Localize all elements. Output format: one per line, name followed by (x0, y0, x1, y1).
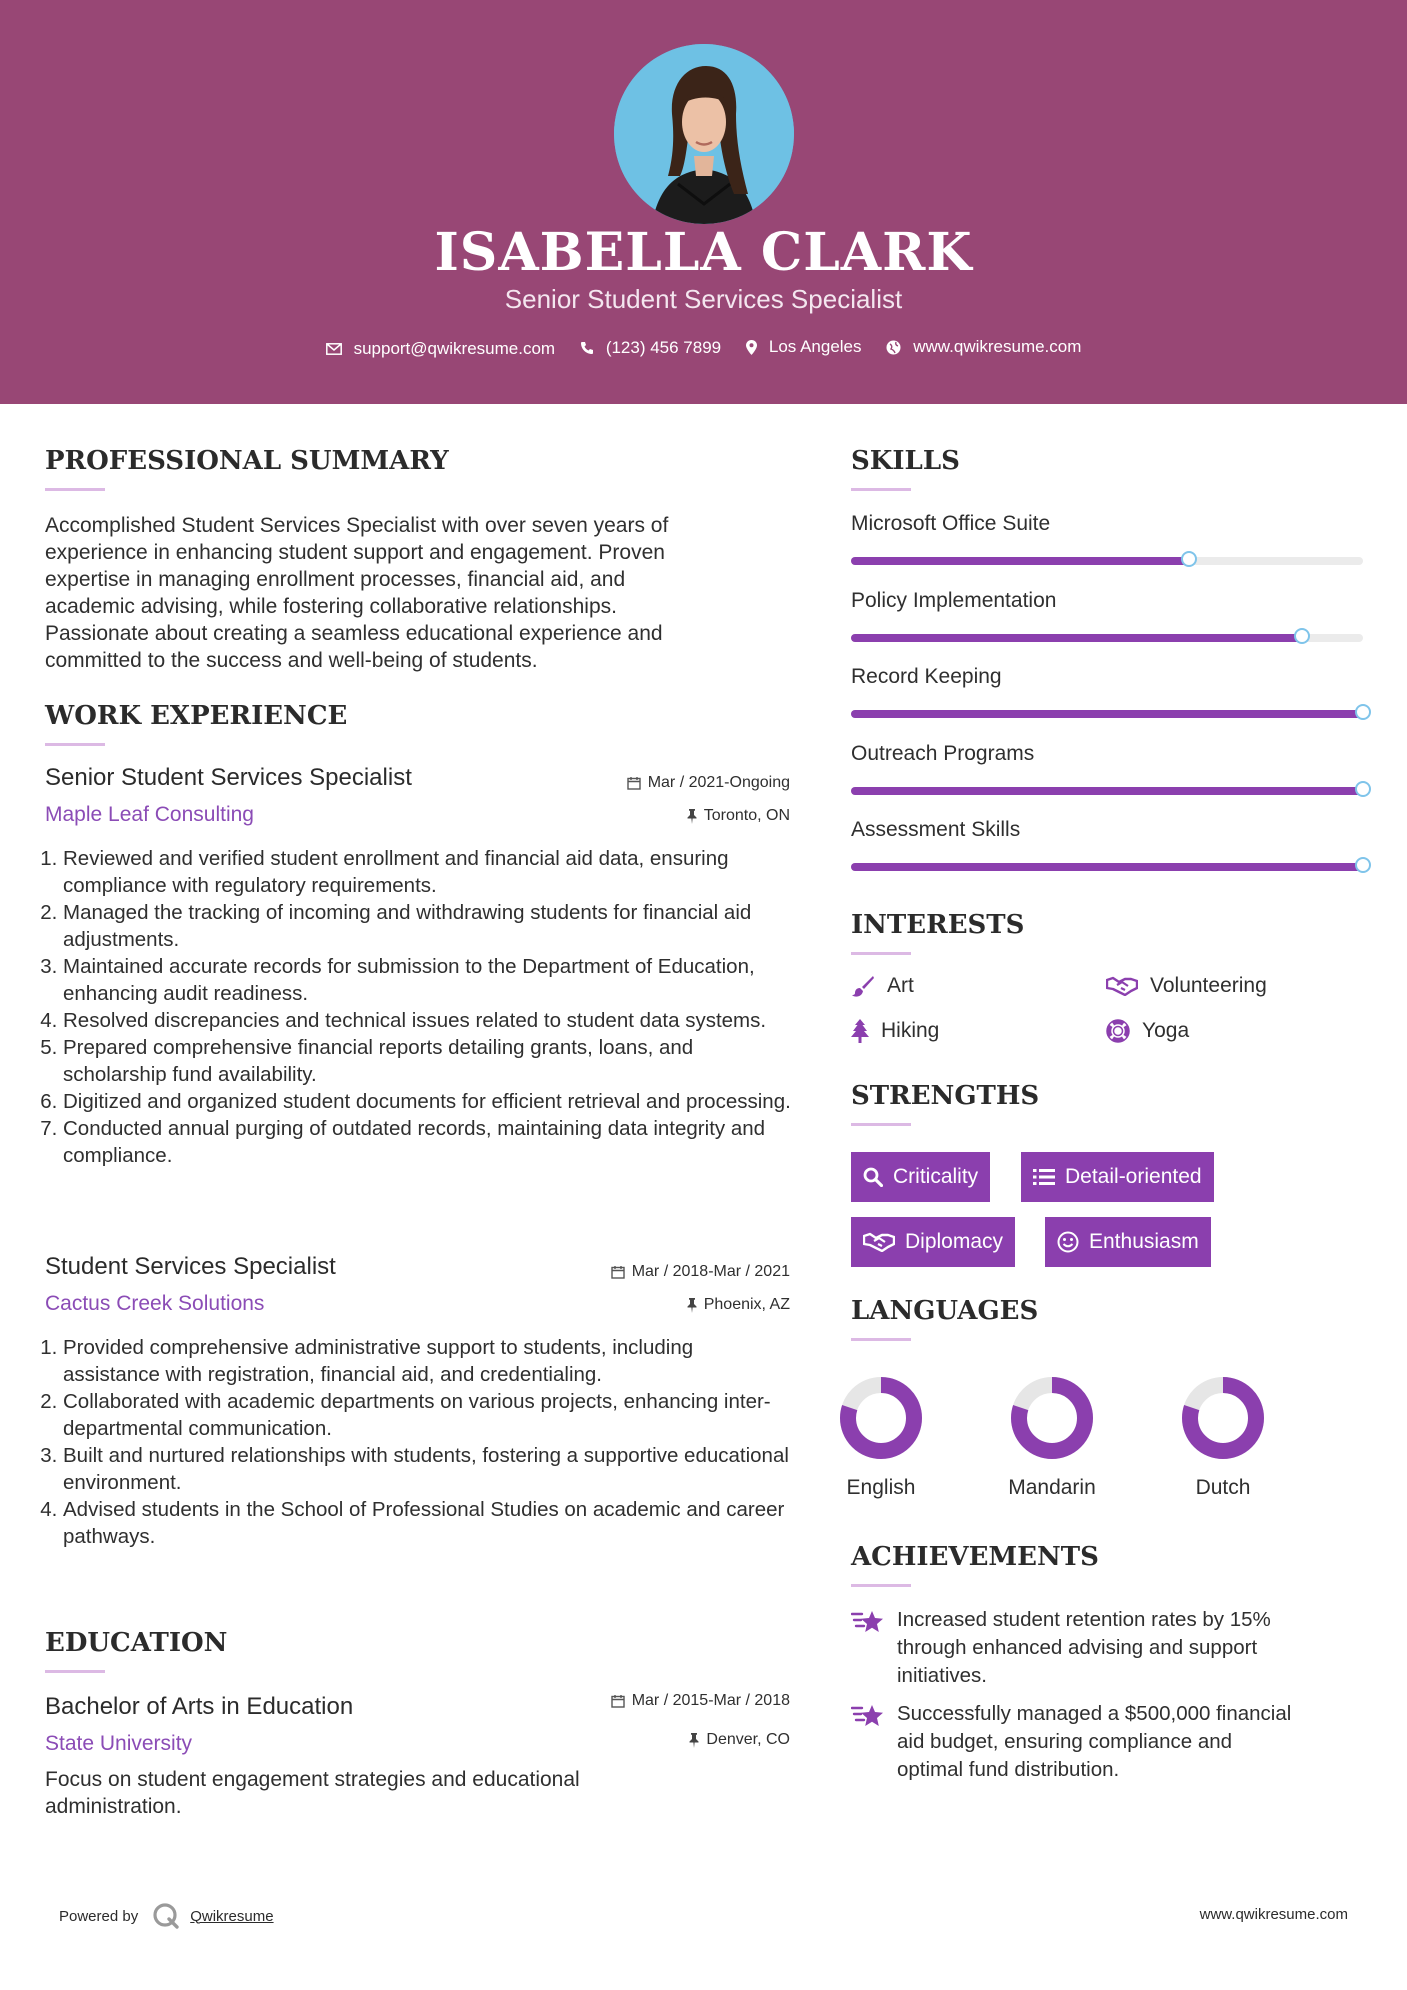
job-title-1: Senior Student Services Specialist (45, 764, 412, 791)
pushpin-icon (689, 1733, 699, 1748)
company-name-1: Maple Leaf Consulting (45, 803, 254, 826)
duty-item: 1. Provided comprehensive administrative support to students, including assistance with registration, financial aid, and credentialing. (63, 1334, 793, 1388)
calendar-icon (611, 1694, 625, 1708)
education-description (45, 1766, 805, 1820)
achievement-item (851, 1606, 1371, 1690)
strengths-underline (851, 1123, 911, 1126)
education-location-text: Denver, CO (706, 1731, 790, 1748)
skill-name: Outreach Programs (851, 741, 1035, 765)
summary-heading: PROFESSIONAL SUMMARY (45, 446, 449, 476)
skill-bar-fill (851, 634, 1302, 642)
map-pin-icon (746, 340, 757, 355)
job-location-1 (687, 807, 790, 825)
pushpin-icon (687, 809, 697, 824)
languages-underline (851, 1338, 911, 1341)
job-location-text: Toronto, ON (703, 807, 790, 824)
envelope-icon (326, 343, 342, 355)
education-location (689, 1731, 790, 1749)
degree-title: Bachelor of Arts in Education (45, 1693, 354, 1720)
education-line: Focus on student engagement strategies and educational (45, 1768, 580, 1791)
footer-powered-by (59, 1902, 274, 1930)
duty-item: 5. Prepared comprehensive financial reports detailing grants, loans, and scholarship fund availability. (63, 1034, 793, 1088)
list-icon (1033, 1168, 1055, 1186)
duty-item: 1. Reviewed and verified student enrollment and financial aid data, ensuring compliance with regulatory requirements. (63, 845, 793, 899)
skills-underline (851, 488, 911, 491)
summary-line: Accomplished Student Services Specialist with over seven years of (45, 514, 669, 537)
achievement-line: Increased student retention rates by 15% (897, 1608, 1271, 1631)
job-title-2: Student Services Specialist (45, 1253, 336, 1280)
resume-header (0, 0, 1407, 404)
interest-hiking (851, 1019, 939, 1043)
interest-label: Volunteering (1150, 974, 1267, 997)
profile-photo (614, 44, 794, 224)
achievements-heading: ACHIEVEMENTS (851, 1542, 1099, 1572)
skill-name: Record Keeping (851, 665, 1002, 688)
achievement-line: Successfully managed a $500,000 financial (897, 1702, 1292, 1725)
education-heading: EDUCATION (45, 1628, 228, 1658)
duty-item: 2. Collaborated with academic departments on various projects, enhancing inter-departmental communication. (63, 1388, 793, 1442)
summary-line: Passionate about creating a seamless educational experience and (45, 622, 663, 645)
skill-bar-knob (1355, 704, 1371, 720)
contact-phone-text: (123) 456 7899 (605, 337, 722, 357)
skill-bar-track (851, 863, 1363, 871)
language-donut (1181, 1376, 1265, 1460)
job-dates-text: Mar / 2021-Ongoing (647, 774, 790, 791)
calendar-icon (627, 776, 641, 790)
summary-line: experience in enhancing student support and engagement. Proven (45, 541, 665, 564)
education-dates-text: Mar / 2015-Mar / 2018 (631, 1692, 790, 1709)
duty-item: 3. Built and nurtured relationships with students, fostering a supportive educational environment. (63, 1442, 793, 1496)
strength-label: Diplomacy (905, 1230, 1004, 1253)
contact-phone[interactable] (580, 338, 721, 358)
strength-tag-diplomacy (851, 1217, 1015, 1267)
achievement-item (851, 1700, 1371, 1784)
strength-tag-detail-oriented (1021, 1152, 1214, 1202)
contact-location-text: Los Angeles (768, 337, 862, 356)
search-icon (863, 1167, 883, 1187)
achievement-line: initiatives. (897, 1664, 988, 1687)
candidate-name: ISABELLA CLARK (434, 222, 973, 283)
smile-icon (1057, 1231, 1079, 1253)
summary-underline (45, 488, 105, 491)
skill-name: Assessment Skills (851, 818, 1021, 841)
skill-name: Policy Implementation (851, 588, 1057, 612)
contact-email[interactable] (326, 339, 556, 359)
skill-bar-track (851, 710, 1363, 718)
achievement-line: aid budget, ensuring compliance and (897, 1730, 1233, 1753)
handshake-icon (863, 1232, 895, 1252)
education-line: administration. (45, 1795, 182, 1818)
duty-item: 4. Advised students in the School of Professional Studies on academic and career pathways. (63, 1496, 793, 1550)
calendar-icon (611, 1265, 625, 1279)
achievement-line: through enhanced advising and support (897, 1636, 1258, 1659)
strength-label: Enthusiasm (1089, 1230, 1199, 1253)
interest-art (851, 974, 914, 998)
duty-item: 2. Managed the tracking of incoming and withdrawing students for financial aid adjustments. (63, 899, 793, 953)
languages-heading: LANGUAGES (851, 1296, 1039, 1326)
language-donut (1010, 1376, 1094, 1460)
contact-email-text: support@qwikresume.com (353, 338, 556, 358)
job-dates-2 (611, 1263, 790, 1281)
interest-volunteering (1106, 974, 1267, 998)
contact-bar (0, 337, 1407, 360)
skill-bar-fill (851, 710, 1363, 718)
pushpin-icon (687, 1298, 697, 1313)
job-location-2 (687, 1296, 790, 1314)
paintbrush-icon (851, 975, 875, 997)
shooting-star-icon (851, 1608, 885, 1636)
qwikresume-link[interactable]: Qwikresume (190, 1907, 274, 1925)
company-name-2: Cactus Creek Solutions (45, 1292, 265, 1315)
candidate-title: Senior Student Services Specialist (504, 284, 903, 314)
duty-item: 7. Conducted annual purging of outdated records, maintaining data integrity and compliance. (63, 1115, 793, 1169)
interest-label: Art (887, 974, 914, 997)
language-name: Mandarin (1008, 1476, 1096, 1499)
skill-bar-track (851, 787, 1363, 795)
powered-by-label: Powered by (59, 1907, 139, 1925)
strength-label: Criticality (893, 1165, 979, 1188)
skills-heading: SKILLS (851, 446, 960, 476)
summary-text (45, 512, 805, 674)
interest-label: Yoga (1142, 1019, 1190, 1042)
language-donut (839, 1376, 923, 1460)
contact-website[interactable] (886, 337, 1081, 357)
interest-label: Hiking (881, 1019, 940, 1042)
skill-bar-track (851, 634, 1363, 642)
footer-website[interactable]: www.qwikresume.com (1199, 1906, 1348, 1923)
contact-location (746, 337, 862, 357)
school-name: State University (45, 1732, 193, 1755)
globe-icon (886, 340, 901, 355)
skill-bar-fill (851, 557, 1189, 565)
job-location-text: Phoenix, AZ (703, 1296, 790, 1313)
language-name: Dutch (1195, 1476, 1251, 1499)
skill-bar-knob (1355, 857, 1371, 873)
skill-bar-knob (1355, 781, 1371, 797)
language-name: English (846, 1476, 916, 1499)
skill-name: Microsoft Office Suite (851, 512, 1051, 535)
achievement-text (897, 1606, 1271, 1690)
interests-heading: INTERESTS (851, 910, 1025, 940)
job-duties-1 (45, 845, 793, 1169)
summary-line: academic advising, while fostering collaborative relationships. (45, 595, 617, 618)
summary-line: expertise in managing enrollment processes, financial aid, and (45, 568, 626, 591)
education-underline (45, 1670, 105, 1673)
achievement-line: optimal fund distribution. (897, 1758, 1120, 1781)
job-duties-2 (45, 1334, 793, 1550)
skill-bar-track (851, 557, 1363, 565)
strength-label: Detail-oriented (1065, 1165, 1202, 1188)
duty-item: 3. Maintained accurate records for submission to the Department of Education, enhancing audit readiness. (63, 953, 793, 1007)
skill-bar-knob (1181, 551, 1197, 567)
job-dates-text: Mar / 2018-Mar / 2021 (631, 1263, 790, 1280)
handshake-icon (1106, 976, 1138, 996)
skill-bar-knob (1294, 628, 1310, 644)
experience-underline (45, 743, 105, 746)
duty-item: 4. Resolved discrepancies and technical issues related to student data systems. (63, 1007, 793, 1034)
achievements-underline (851, 1584, 911, 1587)
experience-heading: WORK EXPERIENCE (45, 701, 348, 731)
achievement-text (897, 1700, 1291, 1784)
strengths-heading: STRENGTHS (851, 1081, 1040, 1111)
strength-tag-enthusiasm (1045, 1217, 1211, 1267)
education-dates (611, 1692, 790, 1710)
duty-item: 6. Digitized and organized student documents for efficient retrieval and processing. (63, 1088, 793, 1115)
interest-yoga (1106, 1019, 1189, 1043)
skill-bar-fill (851, 863, 1363, 871)
phone-icon (580, 341, 594, 355)
interests-underline (851, 952, 911, 955)
job-dates-1 (627, 774, 790, 792)
contact-website-text: www.qwikresume.com (913, 337, 1082, 356)
skill-bar-fill (851, 787, 1363, 795)
tree-icon (851, 1019, 869, 1043)
strength-tag-criticality (851, 1152, 990, 1202)
qwikresume-logo-icon (152, 1902, 180, 1930)
summary-line: committed to the success and well-being of students. (45, 649, 538, 672)
lifering-icon (1106, 1019, 1130, 1043)
shooting-star-icon (851, 1702, 885, 1730)
